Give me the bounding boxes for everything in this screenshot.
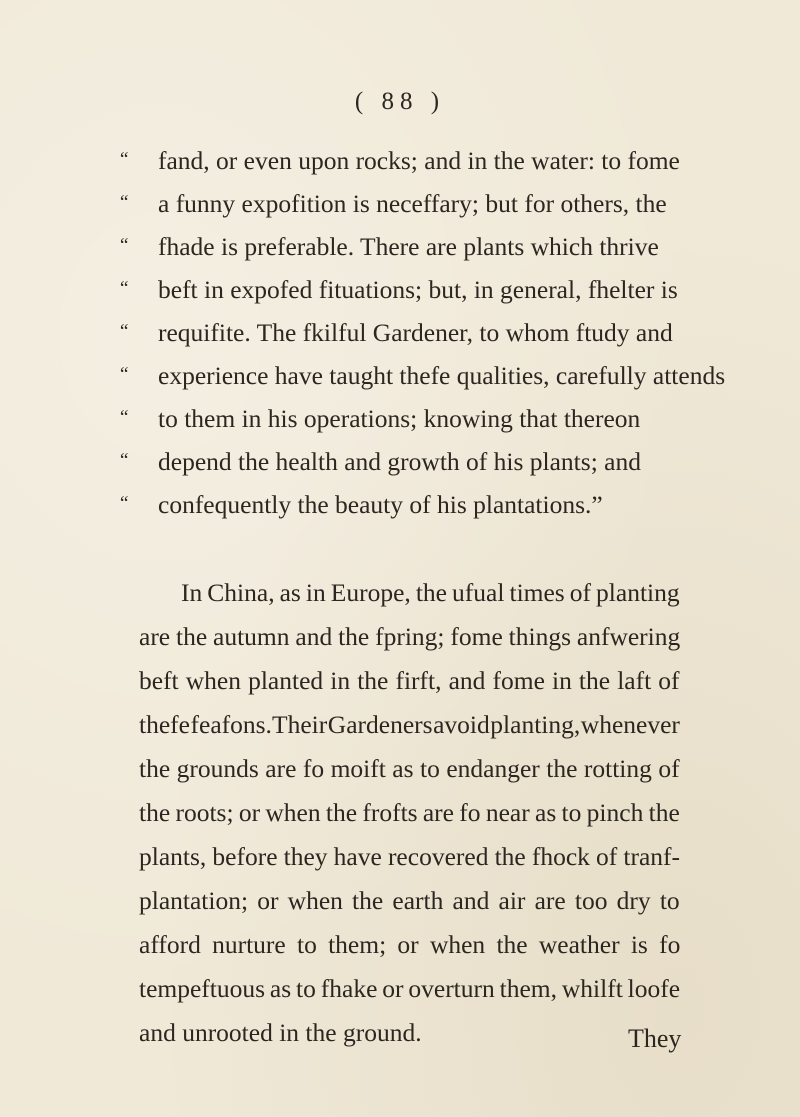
quote-mark: “ (120, 364, 129, 385)
quoted-line (120, 232, 680, 262)
paragraph-line: and unrooted in the ground. (139, 1018, 422, 1047)
quote-mark: “ (120, 321, 129, 342)
paragraph-line: In China, as in Europe, the ufual times of planting (181, 578, 680, 607)
quoted-line-text: experience have taught thefe qualities, carefully attends (158, 361, 726, 390)
paragraph-line: the grounds are fo moift as to endanger the rotting of (139, 754, 680, 783)
paragraph-line: afford nurture to them; or when the weather is fo (139, 930, 681, 959)
paragraph-line: tempeftuous as to fhake or overturn them, whilft loofe (139, 974, 681, 1003)
quote-mark: “ (120, 149, 129, 170)
catchword: They (628, 1024, 682, 1053)
quote-mark: “ (120, 192, 129, 213)
paragraph-line: are the autumn and the fpring; fome things anfwering (139, 622, 681, 651)
quoted-line (120, 189, 680, 219)
paragraph-line: the roots; or when the frofts are fo near as to pinch the (139, 798, 680, 827)
quoted-line (120, 146, 680, 176)
quoted-line-text: to them in his operations; knowing that thereon (158, 404, 641, 433)
quoted-line-text: fhade is preferable. There are plants which thrive (158, 232, 659, 261)
quoted-line-text: requifite. The fkilful Gardener, to whom ftudy and (158, 318, 673, 347)
quoted-line-text: confequently the beauty of his plantations.” (158, 490, 603, 519)
paragraph-line: thefe feafons. Their Gardeners avoid planting, whenever (139, 710, 680, 739)
quote-mark: “ (120, 235, 129, 256)
quote-mark: “ (120, 493, 129, 514)
quote-mark: “ (120, 278, 129, 299)
quoted-line-text: a funny expofition is neceffary; but for others, the (158, 189, 667, 218)
quote-mark: “ (120, 407, 129, 428)
paragraph-line: plantation; or when the earth and air are too dry to (139, 886, 680, 915)
quoted-line-text: fand, or even upon rocks; and in the water: to fome (158, 146, 680, 175)
quoted-line (120, 447, 680, 477)
page-number: ( 88 ) (354, 88, 446, 115)
quoted-line-text: beft in expofed fituations; but, in general, fhelter is (158, 275, 678, 304)
paragraph-line: beft when planted in the firft, and fome in the laft of (139, 666, 680, 695)
quote-mark: “ (120, 450, 129, 471)
quoted-line-text: depend the health and growth of his plants; and (158, 447, 641, 476)
quoted-line (120, 490, 680, 520)
quoted-line (120, 404, 680, 434)
quoted-line (120, 361, 726, 391)
quoted-line (120, 318, 680, 348)
quoted-line (120, 275, 680, 305)
paragraph-line: plants, before they have recovered the fhock of tranf- (139, 842, 681, 871)
